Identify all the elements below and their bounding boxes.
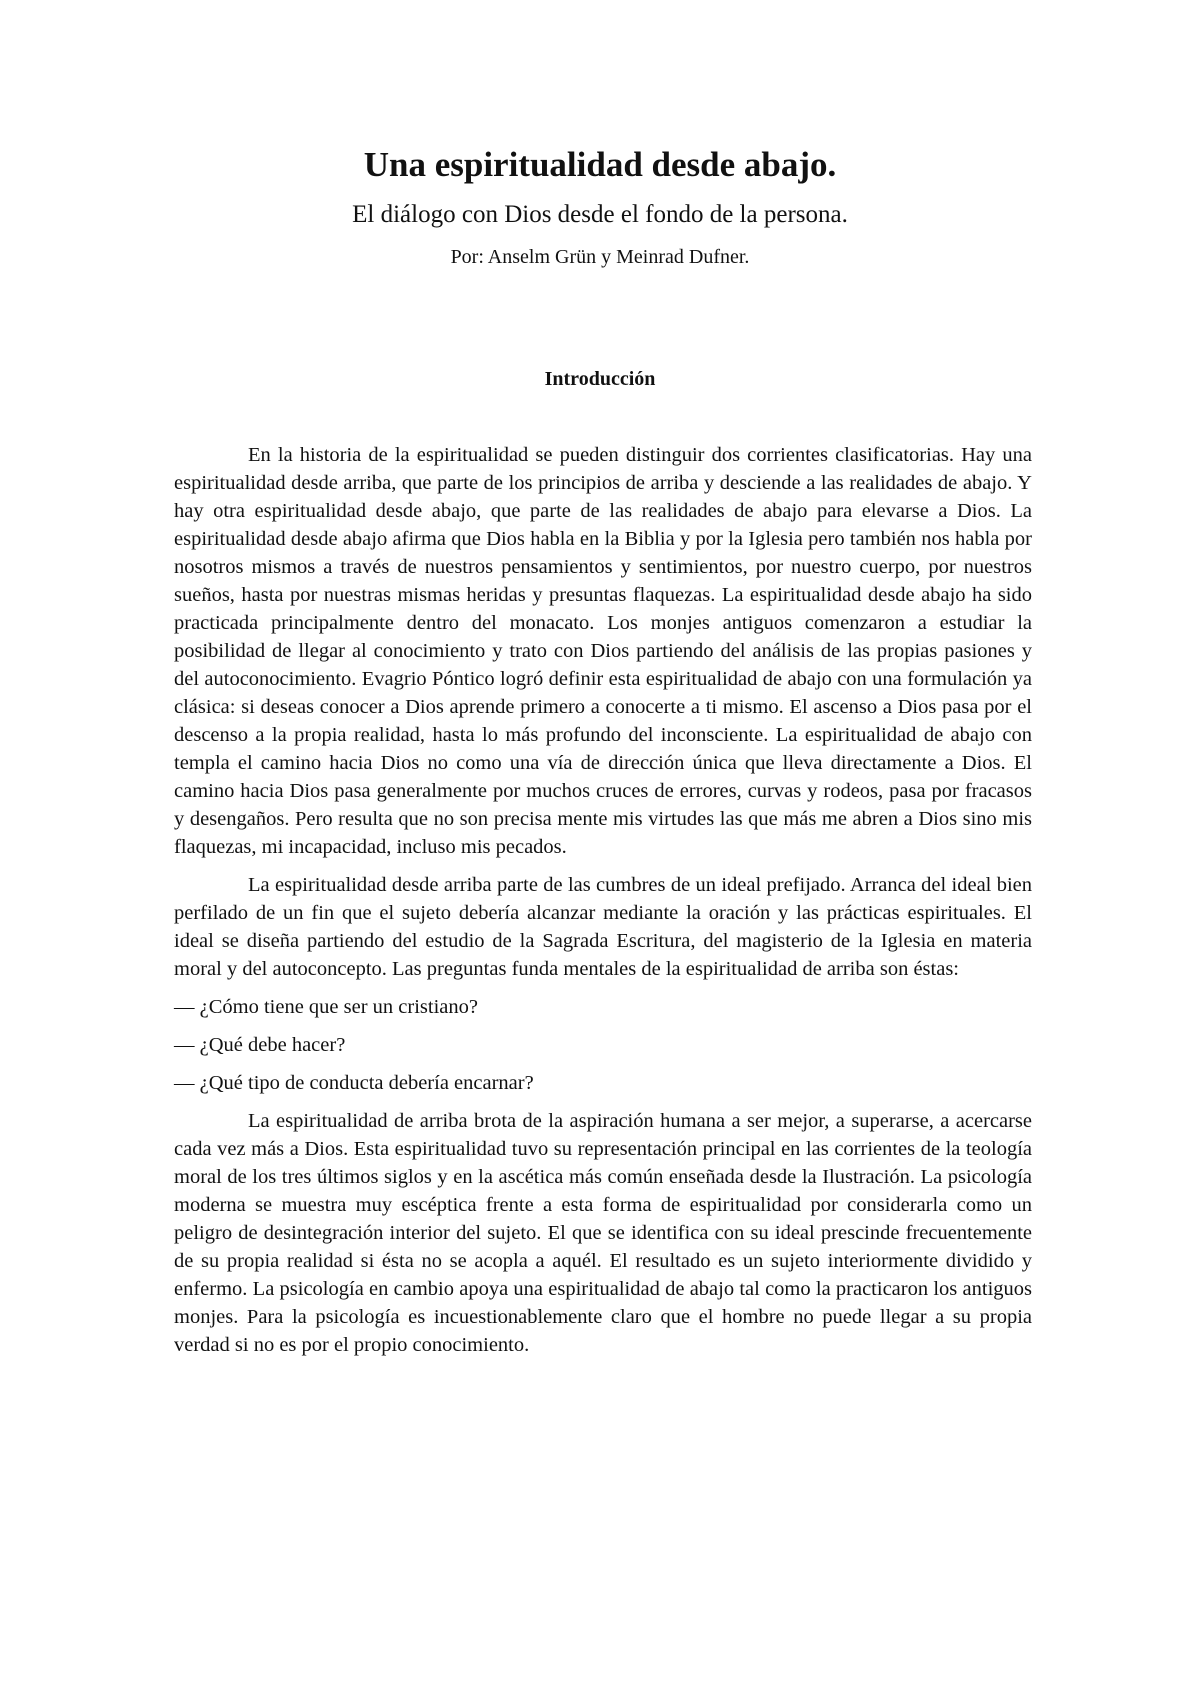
paragraph: La espiritualidad de arriba brota de la aspiración humana a ser mejor, a superarse, a acercarse cada vez más a Dios. Esta espiritualidad tuvo su representación principal en las corrientes de la teología moral de los tres últimos siglos y en la ascética más común enseñada desde la Ilustración. La psicología moderna se muestra muy escéptica frente a esta forma de espiritualidad por considerarla como un peligro de desintegración interior del sujeto. El que se identifica con su ideal prescinde frecuentemente de su propia realidad si ésta no se acopla a aquél. El resultado es un sujeto interiormente dividido y enfermo. La psicología en cambio apoya una espiritualidad de abajo tal como la practicaron los antiguos monjes. Para la psicología es incuestionablemente claro que el hombre no puede llegar a su propia verdad si no es por el propio conocimiento. bbox=[174, 1110, 1032, 1356]
paragraph: En la historia de la espiritualidad se pueden distinguir dos corrientes clasificatorias. Hay una espiritualidad desde arriba, que parte de los principios de arriba y desciende a las realidades de abajo. Y hay otra espiritualidad desde abajo, que parte de las realidades de abajo para elevarse a Dios. La espiritualidad desde abajo afirma que Dios habla en la Biblia y por la Iglesia pero también nos habla por nosotros mismos a través de nuestros pensamientos y sentimientos, por nuestro cuerpo, por nuestros sueños, hasta por nuestras mismas heridas y presuntas flaquezas. La espiritualidad desde abajo ha sido practicada principalmente dentro del monacato. Los monjes antiguos comenzaron a estudiar la posibilidad de llegar al conocimiento y trato con Dios partiendo del análisis de las propias pasiones y del autoconocimiento. Evagrio Póntico logró definir esta espiritualidad de abajo con una formulación ya clásica: si deseas conocer a Dios aprende primero a conocerte a ti mismo. El ascenso a Dios pasa por el descenso a la propia realidad, hasta lo más profundo del inconsciente. La espiritualidad de abajo con templa el camino hacia Dios no como una vía de dirección única que lleva directamente a Dios. El camino hacia Dios pasa generalmente por muchos cruces de errores, curvas y rodeos, pasa por fracasos y desengaños. Pero resulta que no son precisa mente mis virtudes las que más me abren a Dios sino mis flaquezas, mi incapacidad, incluso mis pecados. bbox=[174, 444, 1032, 858]
paragraph: La espiritualidad desde arriba parte de las cumbres de un ideal prefijado. Arranca del ideal bien perfilado de un fin que el sujeto debería alcanzar mediante la oración y las prácticas espirituales. El ideal se diseña partiendo del estudio de la Sagrada Escritura, del magisterio de la Iglesia en materia moral y del autoconcepto. Las preguntas funda mentales de la espiritualidad de arriba son éstas: bbox=[174, 874, 1032, 980]
question-item: — ¿Qué debe hacer? bbox=[174, 1034, 346, 1056]
question-item: — ¿Qué tipo de conducta debería encarnar? bbox=[174, 1072, 534, 1094]
body-text bbox=[174, 441, 1032, 1369]
question-item: — ¿Cómo tiene que ser un cristiano? bbox=[174, 996, 478, 1018]
document-title: Una espiritualidad desde abajo. bbox=[363, 145, 837, 184]
document-authors: Por: Anselm Grün y Meinrad Dufner. bbox=[450, 246, 750, 268]
document-subtitle: El diálogo con Dios desde el fondo de la persona. bbox=[352, 201, 848, 228]
section-heading: Introducción bbox=[544, 368, 656, 390]
